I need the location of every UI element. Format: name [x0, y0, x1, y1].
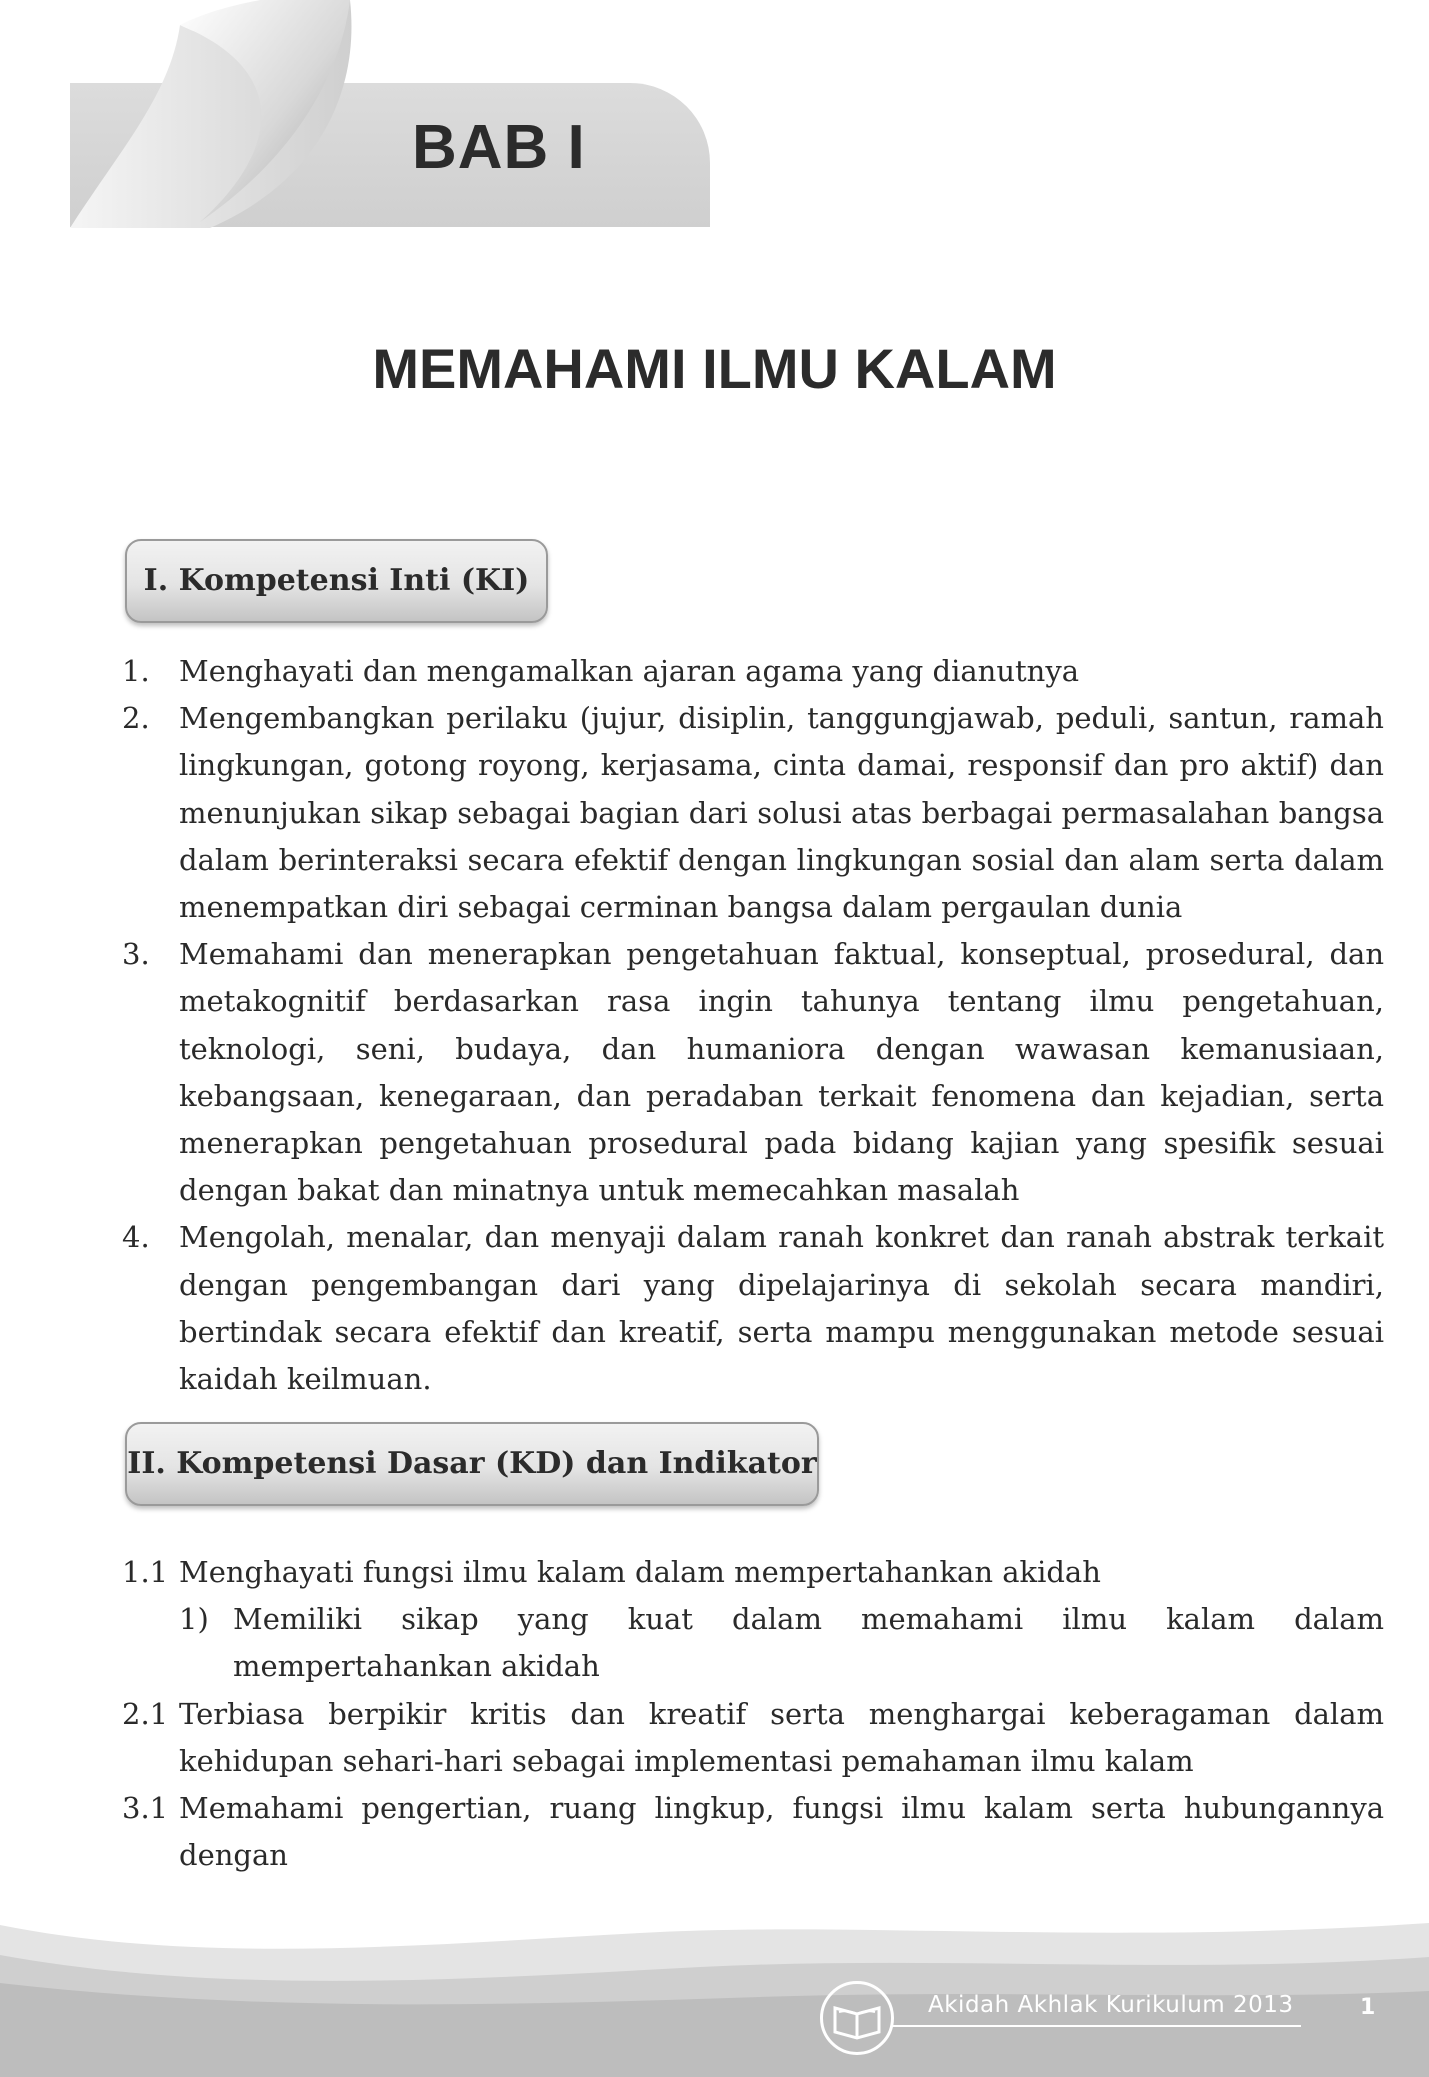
page-number: 1 — [1360, 1995, 1376, 2020]
footer-wave — [0, 1905, 1429, 2077]
ki-list — [122, 648, 1384, 1403]
section-heading-ki: I. Kompetensi Inti (KI) — [143, 563, 530, 598]
footer-underline — [893, 2025, 1301, 2027]
list-item-number: 3. — [122, 937, 150, 972]
chapter-title: MEMAHAMI ILMU KALAM — [372, 337, 1057, 400]
chapter-label: BAB I — [412, 113, 586, 182]
page-curl-decoration — [60, 0, 360, 230]
open-book-icon — [820, 1981, 894, 2055]
list-item — [122, 931, 1384, 1214]
indicator-item — [122, 1596, 1384, 1690]
list-item-number: 4. — [122, 1220, 150, 1255]
list-item — [122, 648, 1384, 695]
list-item-number: 2. — [122, 701, 150, 736]
section-heading-box-ki — [125, 539, 548, 623]
list-item — [122, 1691, 1384, 1785]
list-item-number: 1.1 — [122, 1555, 169, 1589]
list-item-text: Memahami dan menerapkan pengetahuan faktual, konseptual, prosedural, dan metakognitif berdasarkan rasa ingin tahunya tentang ilmu pengetahuan, teknologi, seni, budaya, dan humaniora dengan wawasan kemanusiaan, kebangsaan, kenegaraan, dan peradaban terkait fenomena dan kejadian, serta menerapkan pengetahuan prosedural pada bidang kajian yang spesifik sesuai dengan bakat dan minatnya untuk memecahkan masalah — [179, 937, 1384, 1208]
list-item-number: 3.1 — [122, 1791, 169, 1826]
list-item — [122, 1214, 1384, 1403]
list-item — [122, 695, 1384, 931]
list-item — [122, 1549, 1384, 1596]
section-heading-kd: II. Kompetensi Dasar (KD) dan Indikator — [127, 1446, 817, 1481]
list-item-text: Menghayati dan mengamalkan ajaran agama yang dianutnya — [179, 654, 1080, 688]
list-item-text: Mengembangkan perilaku (jujur, disiplin, tanggungjawab, peduli, santun, ramah lingkungan, gotong royong, kerjasama, cinta damai, responsif dan pro aktif) dan menunjukan sikap sebagai bagian dari solusi atas berbagai permasalahan bangsa dalam berinteraksi secara efektif dengan lingkungan sosial dan alam serta dalam menempatkan diri sebagai cerminan bangsa dalam pergaulan dunia — [179, 701, 1384, 925]
list-item — [122, 1785, 1384, 1879]
list-item-text: Terbiasa berpikir kritis dan kreatif serta menghargai keberagaman dalam kehidupan sehari-hari sebagai implementasi pemahaman ilmu kalam — [179, 1696, 1384, 1778]
list-item-text: Memahami pengertian, ruang lingkup, fungsi ilmu kalam serta hubungannya dengan — [179, 1791, 1384, 1873]
list-item-text: Mengolah, menalar, dan menyaji dalam ranah konkret dan ranah abstrak terkait dengan pengembangan dari yang dipelajarinya di sekolah secara mandiri, bertindak secara efektif dan kreatif, serta mampu menggunakan metode sesuai kaidah keilmuan. — [179, 1220, 1384, 1397]
footer-book-title: Akidah Akhlak Kurikulum 2013 — [928, 1992, 1294, 2018]
indicator-number: 1) — [179, 1602, 209, 1637]
list-item-text: Menghayati fungsi ilmu kalam dalam mempertahankan akidah — [179, 1555, 1101, 1589]
list-item-number: 2.1 — [122, 1696, 169, 1731]
indicator-text: Memiliki sikap yang kuat dalam memahami ilmu kalam dalam mempertahankan akidah — [233, 1602, 1384, 1684]
section-heading-box-kd — [125, 1422, 819, 1506]
kd-list — [122, 1549, 1384, 1879]
list-item-number: 1. — [122, 654, 150, 688]
